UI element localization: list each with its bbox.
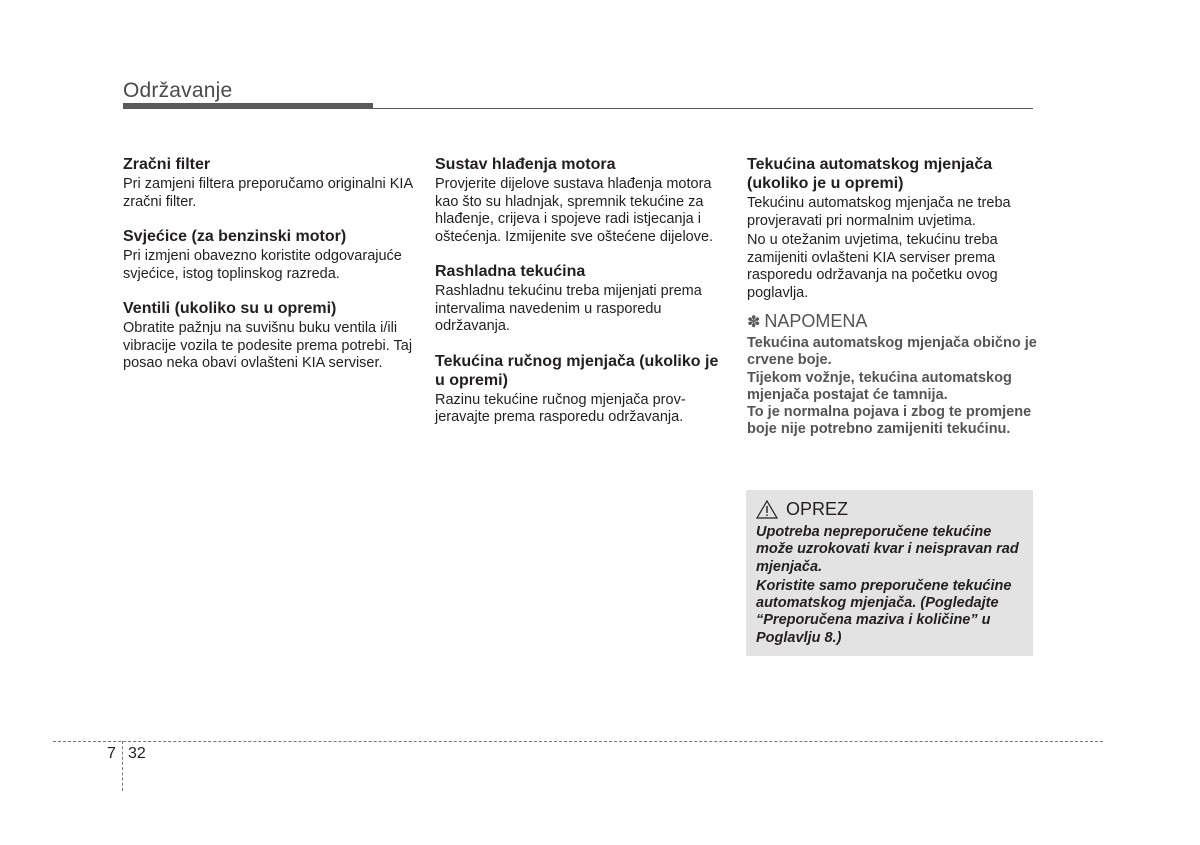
section-title: Zračni filter <box>123 156 211 173</box>
section-title: Tekućina ručnog mjenjača (ukoliko je u opremi) <box>435 352 719 389</box>
section-title: Tekućina automatskog mjenjača (ukoliko je u opremi) <box>747 156 993 192</box>
section-coolant <box>435 262 730 336</box>
section-body: Provjerite dijelove sustava hlađenja motora kao što su hladnjak, spremnik tekućine za hlađenje, crijeva i spojeve radi istjecanja i oštećenja. Izmijenite sve oštećene dijelove. <box>435 176 714 245</box>
column-3 <box>747 155 1037 439</box>
section-title: Rashladna tekućina <box>435 263 586 280</box>
note-title <box>747 310 1037 334</box>
footer-rule <box>53 741 1103 742</box>
note-line: Tekućina automatskog mjenjača obično je crvene boje. <box>747 335 1037 369</box>
note-line: To je normalna pojava i zbog te promjene boje nije potrebno zamijeniti tekućinu. <box>747 404 1032 438</box>
section-automatic-transmission-fluid <box>747 155 1037 302</box>
section-body: No u otežanim uvjetima, tekućinu treba zamijeniti ovlašteni KIA serviser prema rasporedu održavanja na početku ovog poglavlja. <box>747 232 998 301</box>
chapter-number: 7 <box>107 745 116 762</box>
section-engine-cooling <box>435 155 730 246</box>
caution-line: Koristite samo preporučene tekućine automatskog mjenjača. (Pogledajte “Preporučena maziva i količine” u Poglavlju 8.) <box>756 577 1012 646</box>
caution-box <box>746 490 1033 656</box>
section-manual-transmission-fluid <box>435 352 730 427</box>
section-body: Rashladnu tekućinu treba mijenjati prema intervalima navedenim u rasporedu održavanja. <box>435 283 702 334</box>
caution-line: Upotreba nepreporučene tekućine može uzrokovati kvar i neispravan rad mjenjača. <box>756 524 1019 575</box>
section-body: Razinu tekućine ručnog mjenjača prov-jeravajte prema rasporedu održavanja. <box>435 391 686 425</box>
section-body: Tekućinu automatskog mjenjača ne treba provjeravati pri normalnim uvjetima. <box>747 195 1011 229</box>
section-body: Pri izmjeni obavezno koristite odgovarajuće svjećice, istog toplinskog razreda. <box>123 248 402 282</box>
note-line: Tijekom vožnje, tekućina automatskog mjenjača postajat će tamnija. <box>747 369 1012 403</box>
column-2 <box>435 155 730 443</box>
section-title: Svjećice (za benzinski motor) <box>123 228 347 245</box>
section-spark-plugs <box>123 227 418 283</box>
caution-body <box>756 524 1028 647</box>
warning-triangle-icon <box>756 500 778 519</box>
section-body: Obratite pažnju na suvišnu buku ventila i/ili vibracije vozila te podesite prema potrebi. Taj posao neka obavi ovlašteni KIA serviser. <box>123 320 413 371</box>
page-number: 32 <box>128 745 146 762</box>
footer-divider <box>122 741 123 791</box>
section-air-filter <box>123 155 418 211</box>
section-body: Pri zamjeni filtera preporučamo originalni KIA zračni filter. <box>123 176 413 210</box>
caution-title <box>756 499 848 520</box>
note-box <box>747 310 1037 439</box>
section-title: Ventili (ukoliko su u opremi) <box>123 300 337 317</box>
note-title-text: NAPOMENA <box>764 311 868 331</box>
header-rule <box>123 108 1033 109</box>
column-1 <box>123 155 418 389</box>
section-valves <box>123 299 418 373</box>
section-title: Sustav hlađenja motora <box>435 156 616 173</box>
caution-title-text: OPREZ <box>786 499 849 519</box>
page-section-title: Održavanje <box>123 79 233 102</box>
note-mark-icon: ✽ <box>747 314 761 331</box>
